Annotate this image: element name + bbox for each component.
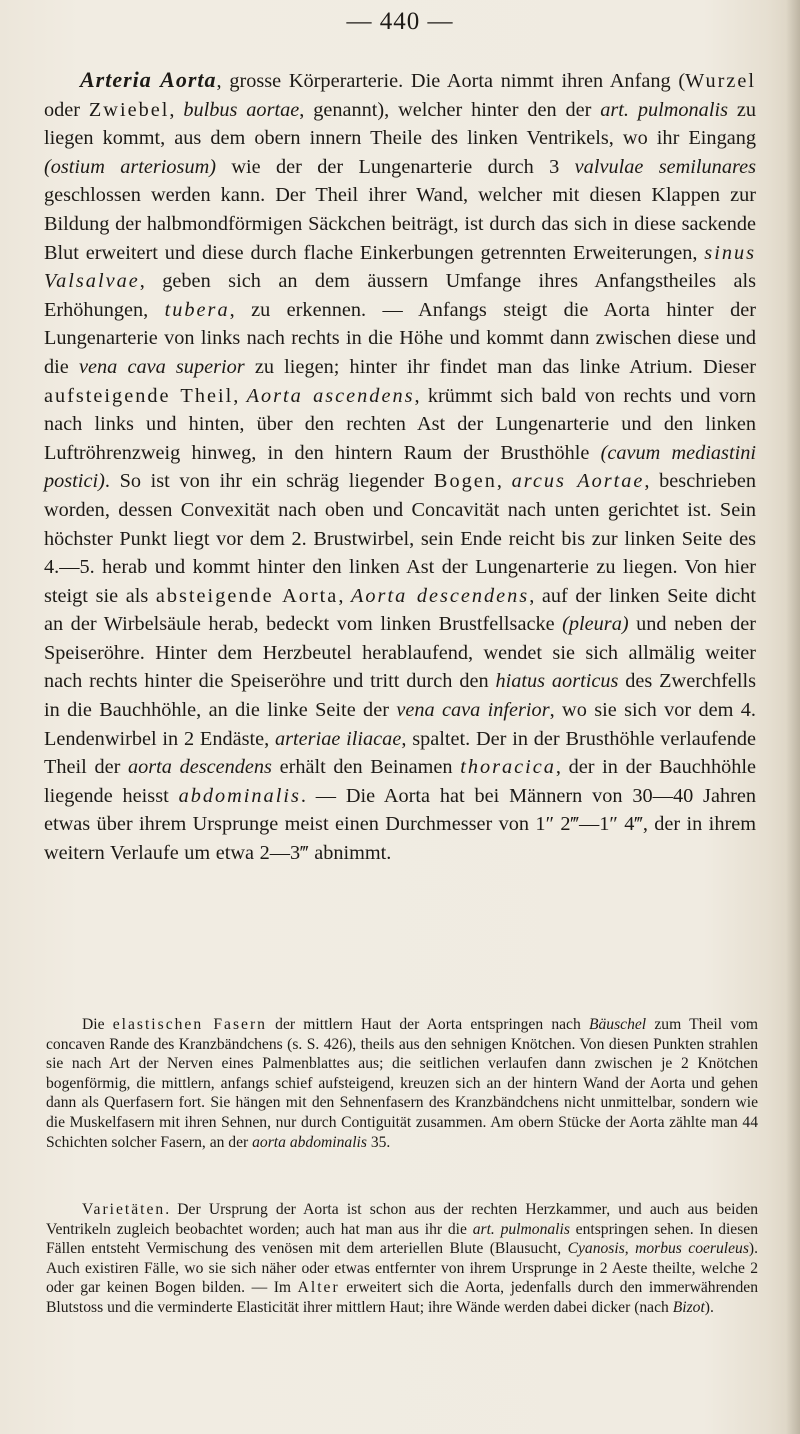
term-hiatus-aorticus: hiatus aorticus [495,670,619,693]
term-thoracica: thoracica [460,756,556,779]
main-paragraph: Arteria Aorta, grosse Körperarterie. Die Aorta nimmt ihren Anfang (Wurzel oder Zwiebel, bulbus aortae, genannt), welcher hinter den der art. pulmonalis zu liegen kommt, aus dem obern innern Theile des linken Ventrikels, wo ihr Eingang (ostium arteriosum) wie der der Lungenarterie durch 3 valvulae semilunares geschlossen werden kann. Der Theil ihrer Wand, welcher mit diesen Klappen zur Bildung der halbmondförmigen Säckchen beiträgt, ist durch das sich in diese sackende Blut erweitert und diese durch flache Einkerbungen getrennten Erweiterungen, sinus Valsalvae, geben sich an dem äussern Umfange ihres Anfangstheiles als Erhöhungen, tubera, zu erkennen. — Anfangs steigt die Aorta hinter der Lungenarterie von links nach rechts in die Höhe und kommt dann zwischen diese und die vena cava superior zu liegen; hinter ihr findet man das linke Atrium. Dieser aufsteigende Theil, Aorta ascendens, krümmt sich bald von rechts und vorn nach links und hinten, über den rechten Ast der Lungenarterie und den linken Luftröhrenzweig hinweg, in den hintern Raum der Brusthöhle (cavum mediastini postici). So ist von ihr ein schräg liegender Bogen, arcus Aortae, beschrieben worden, dessen Convexität nach oben und Concavität nach unten gerichtet ist. Sein höchster Punkt liegt vor dem 2. Brustwirbel, sein Ende reicht bis zur linken Seite des 4.—5. herab und kommt hinter den linken Ast der Lungenarterie zu liegen. Von hier steigt sie als absteigende Aorta, Aorta descendens, auf der linken Seite dicht an der Wirbelsäule herab, bedeckt vom linken Brustfellsacke (pleura) und neben der Speiseröhre. Hinter dem Herzbeutel herablaufend, wendet sie sich allmälig weiter nach rechts hinter die Speiseröhre und tritt durch den hiatus aorticus des Zwerchfells in die Bauchhöhle, an die linke Seite der vena cava inferior, wo sie sich vor dem 4. Lendenwirbel in 2 Endäste, arteriae iliacae, spaltet. Der in der Brusthöhle verlaufende Theil der aorta descendens erhält den Beinamen thoracica, der in der Bauchhöhle liegende heisst abdominalis. — Die Aorta hat bei Männern von 30—40 Jahren etwas über ihrem Ursprunge meist einen Durchmesser von 1″ 2‴—1″ 4‴, der in ihrem weitern Verlaufe um etwa 2—3‴ abnimmt. [44,67,757,865]
term-elastischen-fasern: elastischen Fasern [112,1016,267,1033]
term-vena-cava-inferior: vena cava inferior [396,699,550,722]
term-vena-cava-superior: vena cava superior [78,355,245,378]
author-baeuschel: Bäuschel [588,1016,647,1033]
term-absteigende-aorta: absteigende Aorta [155,584,339,607]
term-alter: Alter [297,1279,340,1297]
term-cavum-mediastini: (cavum mediastini postici) [44,441,756,493]
term-pleura: (pleura) [562,613,629,636]
term-valvulae-semilunares: valvulae semilunares [574,155,756,178]
term-art-pulmonalis-2: art. pulmonalis [472,1220,570,1238]
term-art-pulmonalis: art. pulmonalis [600,98,728,121]
term-morbus-coeruleus: morbus coeruleus [635,1240,749,1258]
heading-arteria-aorta: Arteria Aorta [80,67,217,92]
term-abdominalis: abdominalis [178,784,301,807]
term-aorta-abdominalis: aorta abdominalis [252,1133,367,1151]
term-aorta-descendens-2: aorta descendens [127,756,272,779]
author-bizot: Bizot [672,1298,705,1316]
term-varietaeten: Varietäten [82,1201,166,1218]
term-aufsteigende-theil: aufsteigende Theil [44,384,234,407]
term-aorta-ascendens: Aorta ascendens [246,384,415,407]
term-cyanosis: Cyanosis [567,1240,625,1258]
note-elastische-fasern: Die elastischen Fasern der mittlern Haut der Aorta entspringen nach Bäuschel zum Theil vom concaven Rande des Kranzbändchens (s. S. 426), theils aus den sehnigen Knötchen. Von diesen Punkten strahlen sie nach Art der Nerven eines Palmenblattes aus; die seitlichen verlaufen dann zwischen je 2 Knötchen bogenförmig, die mittlern, anfangs schief aufsteigend, kreuzen sich an der hintern Wand der Aorta und gehen dann als Querfasern fort. Sie hängen mit den Sehnenfasern des Kranzbändchens nicht unmittelbar, sondern wie die Muskelfasern mit ihren Sehnen, nur durch Contiguität zusammen. Am obern Stücke der Aorta zählte man 44 Schichten solcher Fasern, an der aorta abdominalis 35. [46,1016,758,1151]
term-arteriae-iliacae: arteriae iliacae [275,727,402,750]
term-arcus-aortae: arcus Aortae [511,470,645,493]
term-bulbus-aortae: bulbus aortae [183,98,300,121]
page-edge-shadow [786,0,800,1434]
note-varietaeten: Varietäten. Der Ursprung der Aorta ist schon aus der rechten Herzkammer, und auch aus beiden Ventrikeln zugleich beobachtet worden; auch hat man aus ihr die art. pulmonalis entspringen sehen. In diesen Fällen entsteht Vermischung des venösen mit dem arteriellen Blute (Blausucht, Cyanosis, morbus coeruleus). Auch existiren Fälle, wo sie sich näher oder etwas entfernter von ihrem Ursprunge in 2 Aeste theilte, welche 2 oder gar keinen Bogen bilden. — Im Alter erweitert sich die Aorta, jedenfalls durch den immerwährenden Blutstoss und die verminderte Elasticität ihrer mittlern Haut; ihre Wände werden dabei dicker (nach Bizot). [46,1201,758,1316]
term-ostium-arteriosum: (ostium arteriosum) [44,155,216,178]
term-aorta-descendens: Aorta descendens [351,584,530,607]
term-wurzel: Wurzel [685,70,756,92]
term-bogen: Bogen [433,470,497,493]
term-zwiebel: Zwiebel [88,98,170,121]
page-number: — 440 — [346,8,454,35]
term-sinus-valsalvae: sinus Valsalvae [44,241,756,293]
term-tubera: tubera [164,298,230,321]
